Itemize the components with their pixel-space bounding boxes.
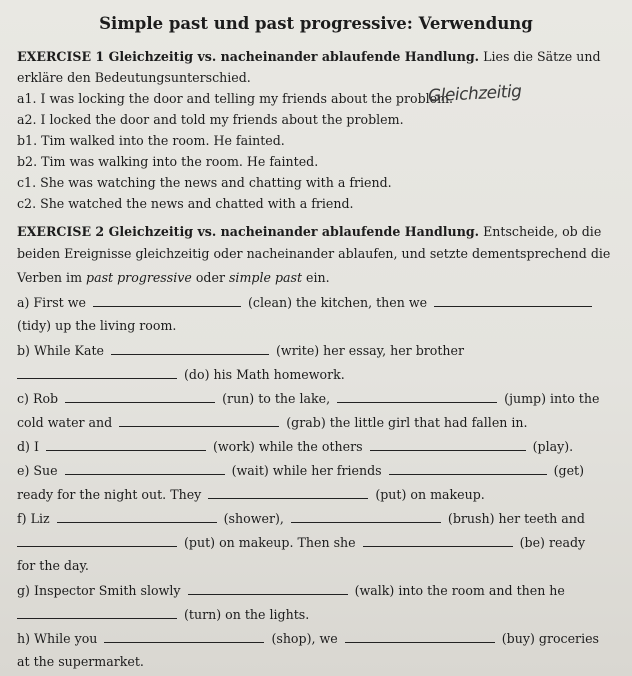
exercise2-item-d xyxy=(17,438,573,455)
exercise2-item-g-cont xyxy=(17,606,309,623)
item-text: (shop), we xyxy=(271,631,338,646)
answer-blank[interactable] xyxy=(345,630,495,643)
exercise2-item-b xyxy=(17,342,464,359)
item-text: (grab) the little girl that had fallen in. xyxy=(286,415,528,430)
instruction-term: past progressive xyxy=(86,270,192,285)
page-title: Simple past und past progressive: Verwendung xyxy=(99,14,533,33)
answer-blank[interactable] xyxy=(208,486,368,499)
exercise1-item-c1: c1. She was watching the news and chatting with a friend. xyxy=(17,175,392,190)
item-text: a) First we xyxy=(17,295,86,310)
item-text: (walk) into the room and then he xyxy=(354,583,565,598)
answer-blank[interactable] xyxy=(17,606,177,619)
item-text: (put) on makeup. xyxy=(375,487,485,502)
item-text: (do) his Math homework. xyxy=(184,367,345,382)
instruction-term: simple past xyxy=(228,270,303,285)
exercise2-heading: EXERCISE 2 Gleichzeitig vs. nacheinander ablaufende Handlung. xyxy=(17,224,480,239)
exercise2-instruction-3 xyxy=(17,270,330,286)
item-text: d) I xyxy=(17,439,39,454)
exercise1-item-a1: a1. I was locking the door and telling my friends about the problem. xyxy=(17,91,454,106)
answer-blank[interactable] xyxy=(188,582,348,595)
answer-blank[interactable] xyxy=(389,462,547,475)
item-text: (buy) groceries xyxy=(501,631,600,646)
instruction-text: Verben im xyxy=(17,270,87,285)
answer-blank[interactable] xyxy=(111,342,269,355)
exercise2-item-a-cont: (tidy) up the living room. xyxy=(17,318,177,333)
exercise2-item-f xyxy=(17,510,585,527)
answer-blank[interactable] xyxy=(291,510,441,523)
instruction-text: oder xyxy=(191,270,229,285)
answer-blank[interactable] xyxy=(337,390,497,403)
instruction-text: ein. xyxy=(302,270,330,285)
item-text: (shower), xyxy=(223,511,284,526)
answer-blank[interactable] xyxy=(434,294,592,307)
exercise2-heading-line xyxy=(17,224,601,240)
item-text: (play). xyxy=(532,439,574,454)
item-text: cold water and xyxy=(17,415,113,430)
exercise1-item-a2: a2. I locked the door and told my friends about the problem. xyxy=(17,112,404,127)
item-text: (be) ready xyxy=(519,535,586,550)
exercise2-instruction-2: beiden Ereignisse gleichzeitig oder nacheinander ablaufen, und setzte dementsprechend die xyxy=(17,246,611,261)
answer-blank[interactable] xyxy=(104,630,264,643)
item-text: h) While you xyxy=(17,631,98,646)
answer-blank[interactable] xyxy=(65,390,215,403)
exercise2-item-e-cont xyxy=(17,486,485,503)
answer-blank[interactable] xyxy=(17,366,177,379)
handwritten-note: Gleichzeitig xyxy=(427,81,522,107)
exercise2-item-h xyxy=(17,630,599,647)
answer-blank[interactable] xyxy=(17,534,177,547)
item-text: (run) to the lake, xyxy=(222,391,331,406)
exercise1-heading: EXERCISE 1 Gleichzeitig vs. nacheinander ablaufende Handlung. xyxy=(17,49,480,64)
item-text: (clean) the kitchen, then we xyxy=(248,295,428,310)
exercise2-item-b-cont xyxy=(17,366,345,383)
exercise2-item-f-cont2: for the day. xyxy=(17,558,89,573)
answer-blank[interactable] xyxy=(93,294,241,307)
item-text: (jump) into the xyxy=(504,391,600,406)
answer-blank[interactable] xyxy=(65,462,225,475)
exercise2-item-c xyxy=(17,390,599,407)
exercise1-instruction-cont: erkläre den Bedeutungsunterschied. xyxy=(17,70,251,85)
exercise1-heading-line xyxy=(17,49,601,65)
exercise2-item-h-cont: at the supermarket. xyxy=(17,654,144,669)
exercise2-item-f-cont xyxy=(17,534,585,551)
item-text: c) Rob xyxy=(17,391,59,406)
item-text: (turn) on the lights. xyxy=(184,607,310,622)
answer-blank[interactable] xyxy=(46,438,206,451)
exercise2-item-c-cont xyxy=(17,414,528,431)
item-text: ready for the night out. They xyxy=(17,487,202,502)
exercise1-item-c2: c2. She watched the news and chatted with a friend. xyxy=(17,196,354,211)
item-text: (write) her essay, her brother xyxy=(276,343,465,358)
item-text: (work) while the others xyxy=(212,439,363,454)
exercise2-instruction: Entscheide, ob die xyxy=(483,224,602,239)
exercise2-item-g xyxy=(17,582,565,599)
item-text: e) Sue xyxy=(17,463,58,478)
exercise2-item-e xyxy=(17,462,584,479)
exercise1-item-b1: b1. Tim walked into the room. He fainted. xyxy=(17,133,285,148)
exercise2-item-a xyxy=(17,294,595,311)
answer-blank[interactable] xyxy=(370,438,526,451)
exercise1-instruction: Lies die Sätze und xyxy=(483,49,601,64)
answer-blank[interactable] xyxy=(119,414,279,427)
item-text: (wait) while her friends xyxy=(231,463,382,478)
item-text: f) Liz xyxy=(17,511,50,526)
item-text: g) Inspector Smith slowly xyxy=(17,583,181,598)
exercise1-item-b2: b2. Tim was walking into the room. He fainted. xyxy=(17,154,319,169)
item-text: (get) xyxy=(553,463,585,478)
item-text: b) While Kate xyxy=(17,343,104,358)
item-text: (brush) her teeth and xyxy=(447,511,585,526)
item-text: (put) on makeup. Then she xyxy=(184,535,356,550)
answer-blank[interactable] xyxy=(57,510,217,523)
answer-blank[interactable] xyxy=(363,534,513,547)
